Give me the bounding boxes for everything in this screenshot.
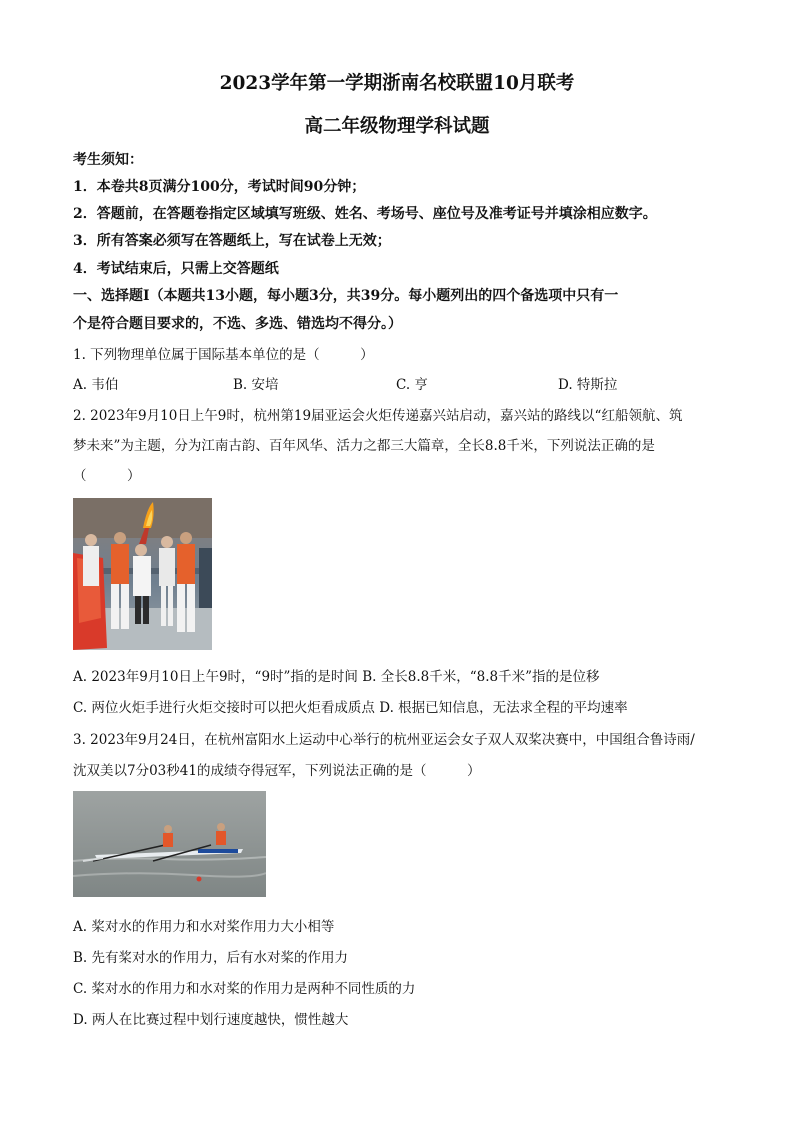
q2-options-cd: C. 两位火炬手进行火炬交接时可以把火炬看成质点 D. 根据已知信息，无法求全程的平均速率 [73, 700, 628, 716]
q1-option-d: D. 特斯拉 [558, 377, 618, 393]
q2-options-ab: A. 2023年9月10日上午9时，“9时”指的是时间 B. 全长8.8千米，“8.8千米”指的是位移 [73, 669, 600, 685]
question-3-stem-cont: 沈双美以7分03秒41的成绩夺得冠军，下列说法正确的是（ ） [73, 763, 481, 779]
q3-option-a: A. 桨对水的作用力和水对桨作用力大小相等 [73, 919, 335, 935]
notice-item: 4．考试结束后，只需上交答题纸 [73, 261, 279, 277]
rowing-photo [73, 791, 266, 897]
q1-option-c: C. 亨 [396, 377, 428, 393]
question-3-stem: 3. 2023年9月24日，在杭州富阳水上运动中心举行的杭州亚运会女子双人双桨决赛中，中国组合鲁诗雨/ [73, 732, 695, 748]
section-heading: 一、选择题Ⅰ（本题共13小题，每小题3分，共39分。每小题列出的四个备选项中只有一 [73, 288, 619, 304]
question-1-stem: 1. 下列物理单位属于国际基本单位的是（ ） [73, 347, 374, 363]
question-2-stem-cont: 梦未来”为主题，分为江南古韵、百年风华、活力之都三大篇章，全长8.8千米，下列说法正确的是 [73, 438, 655, 454]
question-2-stem-cont: （ ） [73, 468, 141, 484]
exam-subtitle: 高二年级物理学科试题 [304, 116, 490, 137]
notice-item: 2．答题前，在答题卷指定区域填写班级、姓名、考场号、座位号及准考证号并填涂相应数字。 [73, 206, 657, 222]
q3-option-d: D. 两人在比赛过程中划行速度越快，惯性越大 [73, 1012, 349, 1028]
notice-item: 3．所有答案必须写在答题纸上，写在试卷上无效； [73, 233, 391, 249]
torch-relay-photo [73, 498, 212, 650]
exam-title: 2023学年第一学期浙南名校联盟10月联考 [219, 73, 575, 94]
q1-option-a: A. 韦伯 [73, 377, 119, 393]
notice-item: 1．本卷共8页满分100分，考试时间90分钟； [73, 179, 366, 195]
notice-heading: 考生须知： [73, 152, 143, 168]
q1-option-b: B. 安培 [233, 377, 279, 393]
question-2-stem: 2. 2023年9月10日上午9时，杭州第19届亚运会火炬传递嘉兴站启动，嘉兴站的路线以“红船领航、筑 [73, 408, 683, 424]
q3-option-b: B. 先有桨对水的作用力，后有水对桨的作用力 [73, 950, 349, 966]
q3-option-c: C. 桨对水的作用力和水对桨的作用力是两种不同性质的力 [73, 981, 416, 997]
section-heading-cont: 个是符合题目要求的，不选、多选、错选均不得分。） [73, 316, 402, 332]
